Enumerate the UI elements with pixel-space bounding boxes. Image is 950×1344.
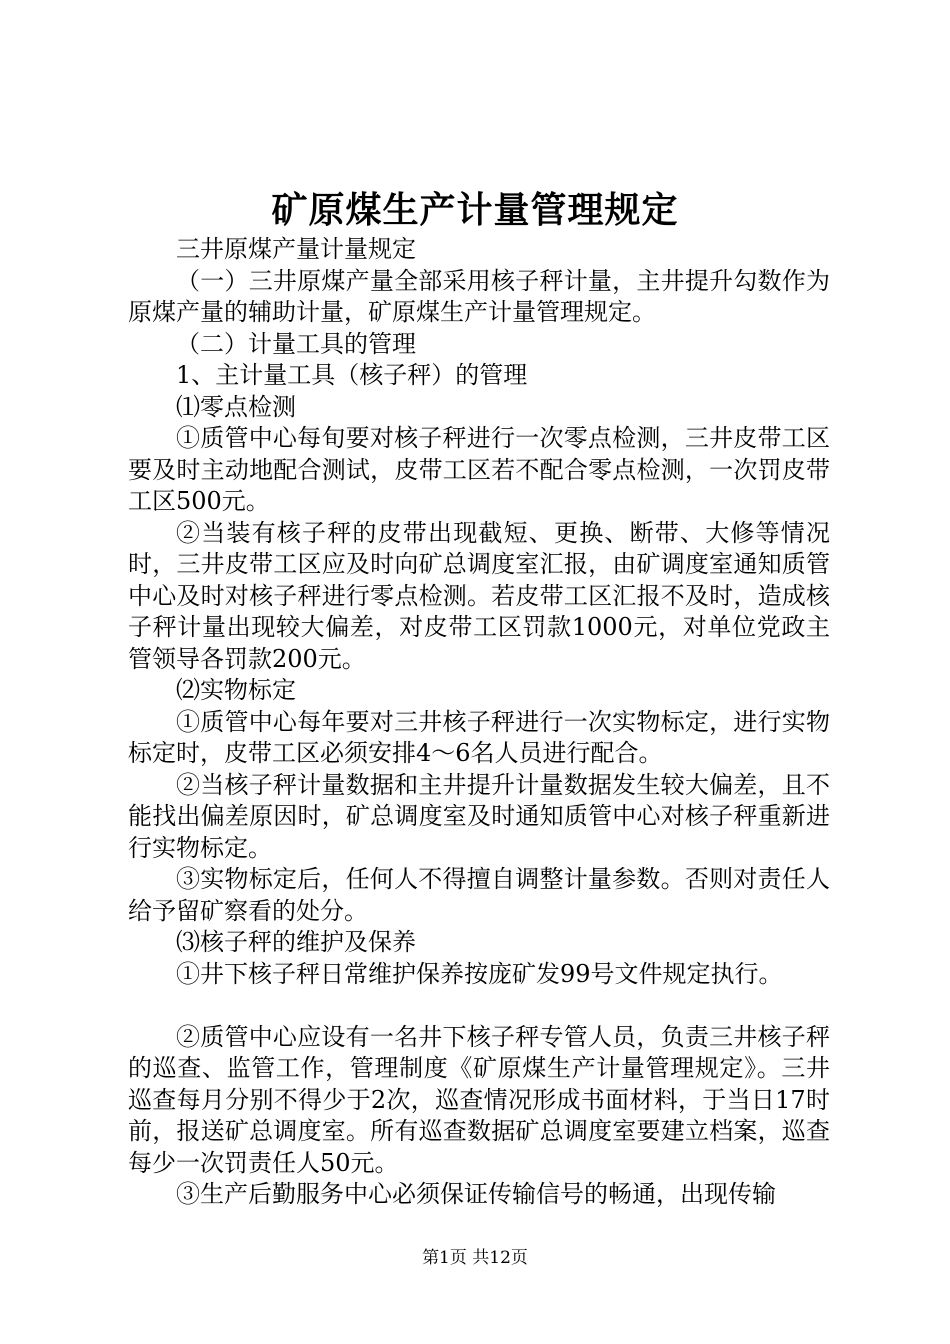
paragraph: 1、主计量工具（核子秤）的管理 [176,361,528,389]
paragraph: ③实物标定后，任何人不得擅自调整计量参数。否则对责任人给予留矿察看的处分。 [128,865,830,925]
page-footer: 第1页 共12页 [422,1248,528,1268]
paragraph: ②质管中心应设有一名井下核子秤专管人员，负责三井核子秤的巡查、监管工作，管理制度《矿原煤生产计量管理规定》。三井巡查每月分别不得少于2次，巡查情况形成书面材料，于当日17时前，报送矿总调度室。所有巡查数据矿总调度室要建立档案，巡查每少一次罚责任人50元。 [128,1022,830,1177]
paragraph: 三井原煤产量计量规定 [176,235,416,263]
paragraph: （二）计量工具的管理 [176,329,416,358]
paragraph: ⑵实物标定 [176,676,296,704]
paragraph: ②当装有核子秤的皮带出现截短、更换、断带、大修等情况时，三井皮带工区应及时向矿总调度室汇报，由矿调度室通知质管中心及时对核子秤进行零点检测。若皮带工区汇报不及时，造成核子秤计量出现较大偏差，对皮带工区罚款1000元，对单位党政主管领导各罚款200元。 [128,518,830,673]
document-body [128,234,830,1211]
paragraph: ③生产后勤服务中心必须保证传输信号的畅通，出现传输 [176,1180,776,1208]
paragraph: ①井下核子秤日常维护保养按庞矿发99号文件规定执行。 [176,959,783,988]
document-title: 矿原煤生产计量管理规定 [271,189,679,231]
paragraph: （一）三井原煤产量全部采用核子秤计量，主井提升勾数作为原煤产量的辅助计量，矿原煤生产计量管理规定。 [128,266,830,326]
paragraph: ⑶核子秤的维护及保养 [176,928,416,956]
paragraph: ⑴零点检测 [176,392,296,421]
paragraph: ②当核子秤计量数据和主井提升计量数据发生较大偏差，且不能找出偏差原因时，矿总调度室及时通知质管中心对核子秤重新进行实物标定。 [128,770,830,862]
paragraph: ①质管中心每年要对三井核子秤进行一次实物标定，进行实物标定时，皮带工区必须安排4～6名人员进行配合。 [128,707,830,767]
paragraph: ①质管中心每旬要对核子秤进行一次零点检测，三井皮带工区要及时主动地配合测试，皮带工区若不配合零点检测，一次罚皮带工区500元。 [128,424,830,515]
